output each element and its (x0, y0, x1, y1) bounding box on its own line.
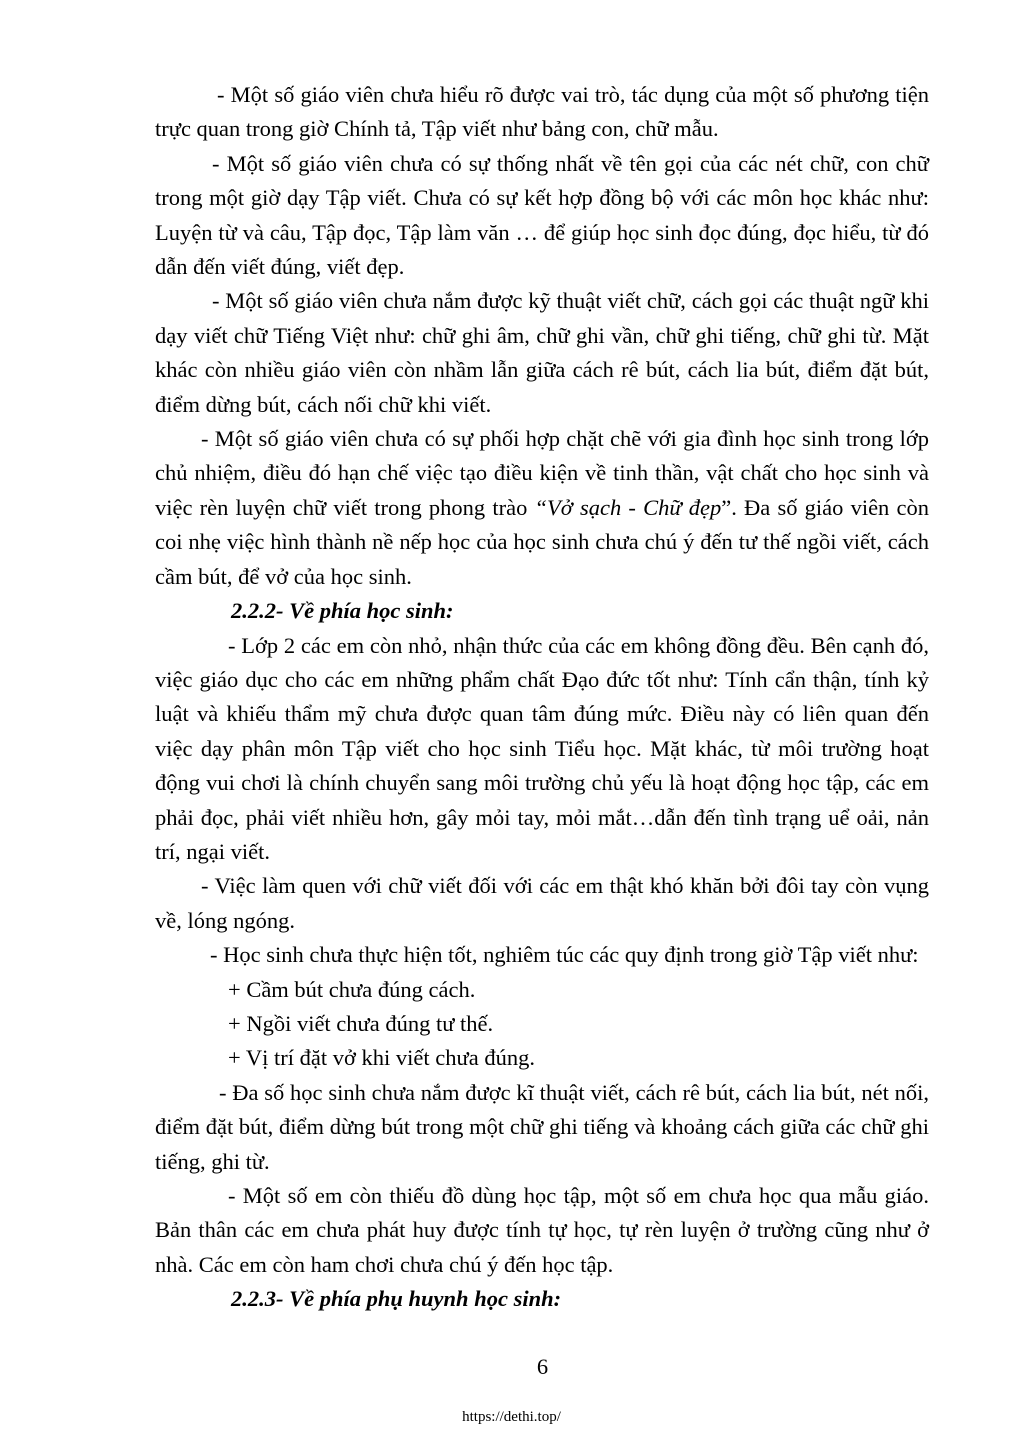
paragraph-teachers-visual-aids: - Một số giáo viên chưa hiểu rõ được vai trò, tác dụng của một số phương tiện trực quan trong giờ Chính tả, Tập viết như bảng con, chữ mẫu. (155, 82, 929, 142)
list-item: + Cầm bút chưa đúng cách. (228, 976, 476, 1002)
footer-url: https://dethi.top/ (462, 1409, 561, 1425)
campaign-name: “Vở sạch - Chữ đẹp (534, 494, 722, 520)
paragraph-teachers-writing-technique: - Một số giáo viên chưa nắm được kỹ thuật viết chữ, cách gọi các thuật ngữ khi dạy viết chữ Tiếng Việt như: chữ ghi âm, chữ ghi vần, chữ ghi tiếng, chữ ghi từ. Mặt khác còn nhiều giáo viên còn nhầm lẫn giữa cách rê bút, cách lia bút, điểm đặt bút, điểm dừng bút, cách nối chữ khi viết. (155, 288, 929, 417)
paragraph-students-grade-2: - Lớp 2 các em còn nhỏ, nhận thức của các em không đồng đều. Bên cạnh đó, việc giáo dục cho các em những phẩm chất Đạo đức tốt như: Tính cẩn thận, tính kỷ luật và khiếu thẩm mỹ chưa được quan tâm đúng mức. Điều này có liên quan đến việc dạy phân môn Tập viết cho học sinh Tiểu học. Mặt khác, từ môi trường hoạt động vui chơi là chính chuyển sang môi trường chủ yếu là hoạt động học tập, các em phải đọc, phải viết nhiều hơn, gây mỏi tay, mỏi mắt…dẫn đến tình trạng uể oải, nản trí, ngại viết. (155, 632, 929, 864)
list-item: + Vị trí đặt vở khi viết chưa đúng. (228, 1045, 535, 1071)
paragraph-students-supplies: - Một số em còn thiếu đồ dùng học tập, một số em chưa học qua mẫu giáo. Bản thân các em chưa phát huy được tính tự học, tự rèn luyện ở trường cũng như ở nhà. Các em còn ham chơi chưa chú ý đến học tập. (155, 1183, 929, 1277)
paragraph-teachers-family-coordination (155, 422, 929, 594)
page-number: 6 (536, 1354, 549, 1379)
paragraph-text: ”. Đa số giáo viên còn coi nhẹ việc hình thành nề nếp học của học sinh chưa chú ý đến tư thế ngồi viết, cách cầm bút, để vở của học sinh. (155, 494, 929, 589)
section-heading-students: 2.2.2- Về phía học sinh: (231, 598, 454, 624)
list-item: + Ngồi viết chưa đúng tư thế. (228, 1010, 494, 1036)
paragraph-teachers-stroke-names: - Một số giáo viên chưa có sự thống nhất về tên gọi của các nét chữ, con chữ trong một giờ dạy Tập viết. Chưa có sự kết hợp đồng bộ với các môn học khác như: Luyện từ và câu, Tập đọc, Tập làm văn … để giúp học sinh đọc đúng, đọc hiểu, từ đó dẫn đến viết đúng, viết đẹp. (155, 150, 929, 280)
document-page (155, 78, 929, 1317)
paragraph-students-technique: - Đa số học sinh chưa nắm được kĩ thuật viết, cách rê bút, cách lia bút, nét nối, điểm đặt bút, điểm dừng bút trong một chữ ghi tiếng và khoảng cách giữa các chữ ghi tiếng, ghi từ. (155, 1079, 929, 1174)
paragraph-students-rules: - Học sinh chưa thực hiện tốt, nghiêm túc các quy định trong giờ Tập viết như: (210, 942, 919, 968)
paragraph-students-handwriting-difficulty: - Việc làm quen với chữ viết đối với các em thật khó khăn bởi đôi tay còn vụng về, lóng ngóng. (155, 873, 929, 933)
paragraph-text: - Một số giáo viên chưa có sự phối hợp chặt chẽ với gia đình học sinh trong lớp chủ nhiệm, điều đó hạn chế việc tạo điều kiện về tinh thần, vật chất cho học sinh và việc rèn luyện chữ viết trong phong trào (155, 426, 929, 520)
section-heading-parents: 2.2.3- Về phía phụ huynh học sinh: (231, 1286, 562, 1312)
